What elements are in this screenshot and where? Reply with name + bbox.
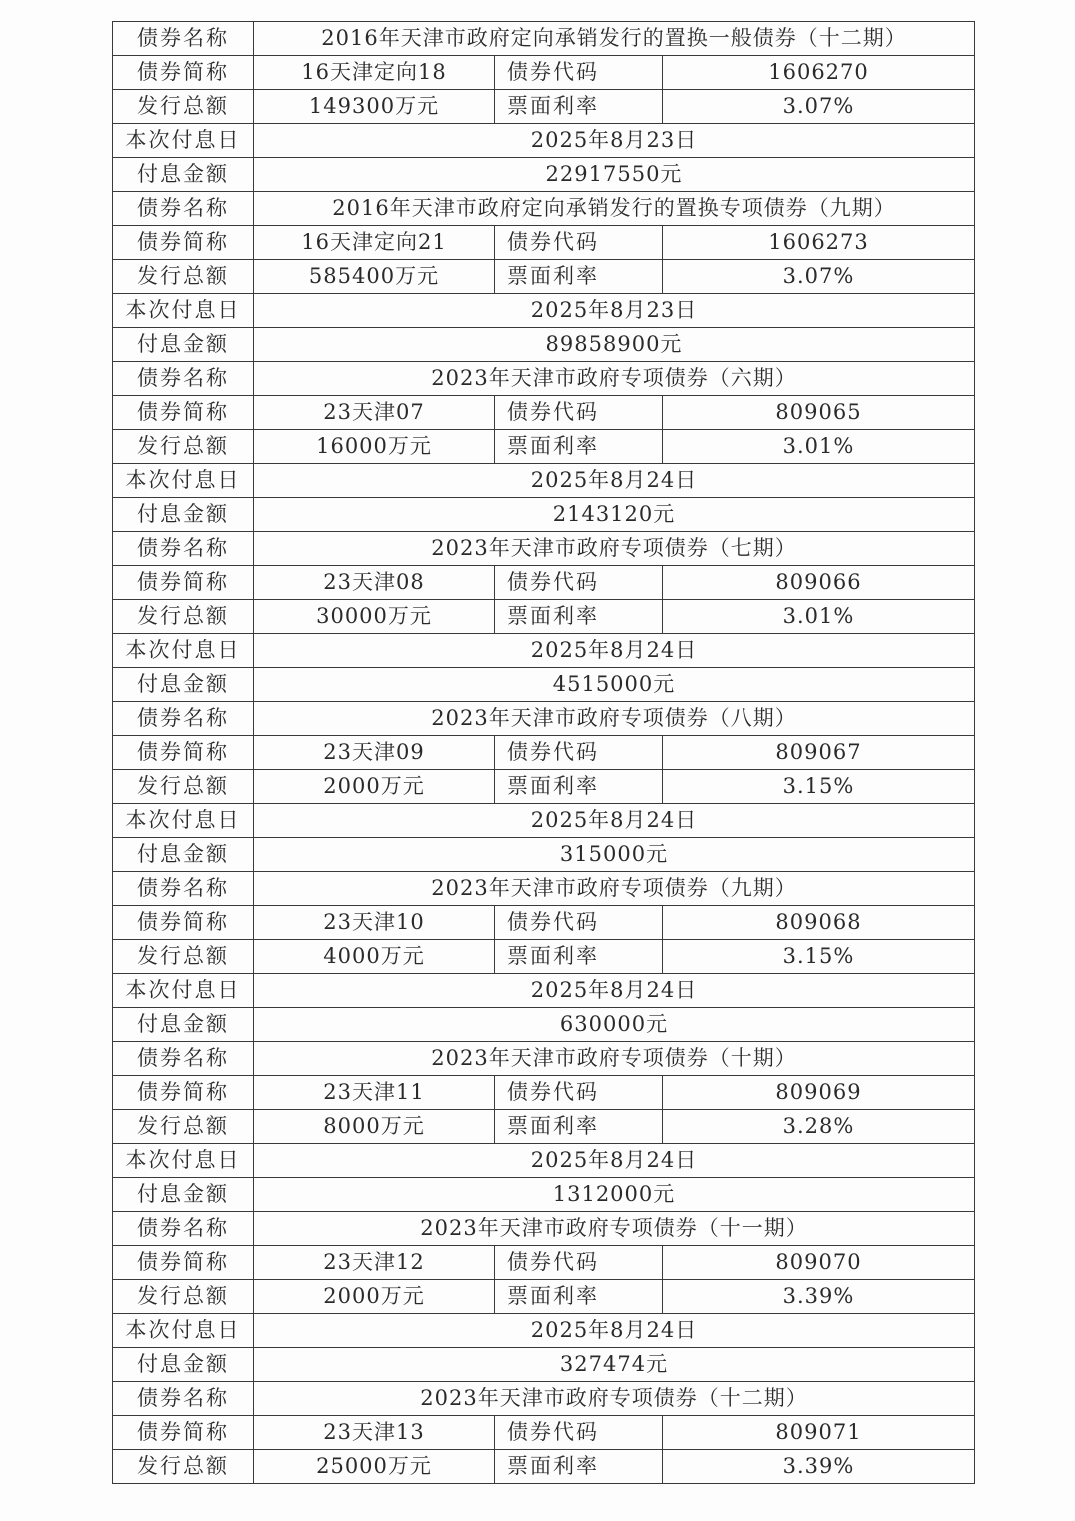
bond-short-row (113, 736, 975, 770)
bond-total-row (113, 90, 975, 124)
bond-name-row (113, 532, 975, 566)
label-bond-code: 债券代码 (495, 226, 663, 260)
bond-amount-row (113, 1348, 975, 1382)
bond-code-value: 809067 (663, 736, 975, 770)
coupon-rate-value: 3.15% (663, 940, 975, 974)
bond-short-row (113, 396, 975, 430)
pay-amount-value: 2143120元 (254, 498, 975, 532)
pay-date-value: 2025年8月23日 (254, 124, 975, 158)
coupon-rate-value: 3.07% (663, 90, 975, 124)
bond-short-value: 23天津08 (254, 566, 495, 600)
bond-name-value: 2016年天津市政府定向承销发行的置换一般债券（十二期） (254, 22, 975, 56)
label-coupon-rate: 票面利率 (495, 770, 663, 804)
pay-amount-value: 22917550元 (254, 158, 975, 192)
label-bond-short: 债券简称 (113, 736, 254, 770)
coupon-rate-value: 3.07% (663, 260, 975, 294)
bond-amount-row (113, 1008, 975, 1042)
label-bond-name: 债券名称 (113, 1212, 254, 1246)
issue-total-value: 585400万元 (254, 260, 495, 294)
pay-amount-value: 4515000元 (254, 668, 975, 702)
label-coupon-rate: 票面利率 (495, 1280, 663, 1314)
label-issue-total: 发行总额 (113, 1450, 254, 1484)
label-coupon-rate: 票面利率 (495, 430, 663, 464)
bond-amount-row (113, 838, 975, 872)
bond-total-row (113, 1280, 975, 1314)
label-bond-short: 债券简称 (113, 1416, 254, 1450)
bond-total-row (113, 430, 975, 464)
bond-name-value: 2023年天津市政府专项债券（十二期） (254, 1382, 975, 1416)
label-bond-name: 债券名称 (113, 362, 254, 396)
bond-code-value: 809065 (663, 396, 975, 430)
bond-short-value: 23天津07 (254, 396, 495, 430)
label-bond-code: 债券代码 (495, 736, 663, 770)
bond-short-value: 16天津定向21 (254, 226, 495, 260)
pay-date-value: 2025年8月24日 (254, 804, 975, 838)
label-bond-code: 债券代码 (495, 906, 663, 940)
label-pay-amount: 付息金额 (113, 158, 254, 192)
pay-date-value: 2025年8月24日 (254, 1144, 975, 1178)
label-bond-code: 债券代码 (495, 1246, 663, 1280)
bond-paydate-row (113, 1144, 975, 1178)
bond-total-row (113, 260, 975, 294)
pay-date-value: 2025年8月24日 (254, 634, 975, 668)
bond-amount-row (113, 498, 975, 532)
issue-total-value: 4000万元 (254, 940, 495, 974)
bond-paydate-row (113, 804, 975, 838)
label-bond-short: 债券简称 (113, 1246, 254, 1280)
label-issue-total: 发行总额 (113, 90, 254, 124)
label-bond-short: 债券简称 (113, 906, 254, 940)
bond-total-row (113, 1450, 975, 1484)
bond-short-value: 16天津定向18 (254, 56, 495, 90)
label-pay-date: 本次付息日 (113, 804, 254, 838)
label-coupon-rate: 票面利率 (495, 940, 663, 974)
label-bond-code: 债券代码 (495, 1416, 663, 1450)
bond-short-row (113, 1076, 975, 1110)
label-bond-short: 债券简称 (113, 56, 254, 90)
issue-total-value: 149300万元 (254, 90, 495, 124)
coupon-rate-value: 3.39% (663, 1280, 975, 1314)
issue-total-value: 30000万元 (254, 600, 495, 634)
bond-name-row (113, 702, 975, 736)
label-pay-amount: 付息金额 (113, 498, 254, 532)
bond-paydate-row (113, 294, 975, 328)
label-bond-name: 债券名称 (113, 192, 254, 226)
label-coupon-rate: 票面利率 (495, 600, 663, 634)
bond-code-value: 1606270 (663, 56, 975, 90)
label-bond-code: 债券代码 (495, 396, 663, 430)
bond-amount-row (113, 668, 975, 702)
bond-paydate-row (113, 464, 975, 498)
bond-short-row (113, 226, 975, 260)
label-issue-total: 发行总额 (113, 940, 254, 974)
bond-name-row (113, 872, 975, 906)
label-issue-total: 发行总额 (113, 600, 254, 634)
label-issue-total: 发行总额 (113, 1280, 254, 1314)
bond-paydate-row (113, 124, 975, 158)
bond-name-value: 2016年天津市政府定向承销发行的置换专项债券（九期） (254, 192, 975, 226)
pay-date-value: 2025年8月24日 (254, 1314, 975, 1348)
coupon-rate-value: 3.15% (663, 770, 975, 804)
label-issue-total: 发行总额 (113, 430, 254, 464)
issue-total-value: 8000万元 (254, 1110, 495, 1144)
label-issue-total: 发行总额 (113, 770, 254, 804)
label-coupon-rate: 票面利率 (495, 1110, 663, 1144)
bond-name-row (113, 22, 975, 56)
pay-amount-value: 315000元 (254, 838, 975, 872)
label-issue-total: 发行总额 (113, 1110, 254, 1144)
pay-date-value: 2025年8月24日 (254, 974, 975, 1008)
label-pay-date: 本次付息日 (113, 294, 254, 328)
label-coupon-rate: 票面利率 (495, 1450, 663, 1484)
bond-short-value: 23天津12 (254, 1246, 495, 1280)
label-bond-code: 债券代码 (495, 56, 663, 90)
bond-code-value: 809070 (663, 1246, 975, 1280)
label-bond-code: 债券代码 (495, 1076, 663, 1110)
bond-code-value: 809068 (663, 906, 975, 940)
bond-code-value: 809069 (663, 1076, 975, 1110)
bond-short-row (113, 566, 975, 600)
pay-date-value: 2025年8月23日 (254, 294, 975, 328)
label-bond-name: 债券名称 (113, 1042, 254, 1076)
label-pay-amount: 付息金额 (113, 328, 254, 362)
label-pay-amount: 付息金额 (113, 668, 254, 702)
bond-total-row (113, 940, 975, 974)
label-bond-name: 债券名称 (113, 702, 254, 736)
bond-short-value: 23天津09 (254, 736, 495, 770)
label-bond-short: 债券简称 (113, 566, 254, 600)
bond-name-value: 2023年天津市政府专项债券（七期） (254, 532, 975, 566)
label-pay-date: 本次付息日 (113, 974, 254, 1008)
bond-name-value: 2023年天津市政府专项债券（十期） (254, 1042, 975, 1076)
pay-amount-value: 89858900元 (254, 328, 975, 362)
issue-total-value: 16000万元 (254, 430, 495, 464)
label-bond-short: 债券简称 (113, 396, 254, 430)
bond-name-value: 2023年天津市政府专项债券（九期） (254, 872, 975, 906)
bond-total-row (113, 1110, 975, 1144)
bond-short-row (113, 906, 975, 940)
label-pay-date: 本次付息日 (113, 1144, 254, 1178)
bond-amount-row (113, 158, 975, 192)
bond-interest-table (112, 21, 975, 1484)
bond-short-value: 23天津11 (254, 1076, 495, 1110)
label-bond-name: 债券名称 (113, 1382, 254, 1416)
bond-name-value: 2023年天津市政府专项债券（十一期） (254, 1212, 975, 1246)
pay-amount-value: 630000元 (254, 1008, 975, 1042)
bond-name-row (113, 362, 975, 396)
bond-short-row (113, 1416, 975, 1450)
label-coupon-rate: 票面利率 (495, 90, 663, 124)
coupon-rate-value: 3.01% (663, 430, 975, 464)
bond-name-row (113, 192, 975, 226)
bond-total-row (113, 600, 975, 634)
bond-code-value: 1606273 (663, 226, 975, 260)
pay-date-value: 2025年8月24日 (254, 464, 975, 498)
label-pay-amount: 付息金额 (113, 1008, 254, 1042)
label-pay-amount: 付息金额 (113, 838, 254, 872)
bond-short-value: 23天津10 (254, 906, 495, 940)
bond-name-value: 2023年天津市政府专项债券（六期） (254, 362, 975, 396)
label-pay-amount: 付息金额 (113, 1348, 254, 1382)
label-pay-date: 本次付息日 (113, 634, 254, 668)
bond-total-row (113, 770, 975, 804)
issue-total-value: 2000万元 (254, 770, 495, 804)
coupon-rate-value: 3.01% (663, 600, 975, 634)
bond-paydate-row (113, 974, 975, 1008)
label-bond-name: 债券名称 (113, 22, 254, 56)
bond-short-value: 23天津13 (254, 1416, 495, 1450)
label-pay-amount: 付息金额 (113, 1178, 254, 1212)
coupon-rate-value: 3.28% (663, 1110, 975, 1144)
label-pay-date: 本次付息日 (113, 1314, 254, 1348)
bond-name-row (113, 1382, 975, 1416)
bond-short-row (113, 1246, 975, 1280)
bond-code-value: 809071 (663, 1416, 975, 1450)
label-bond-name: 债券名称 (113, 532, 254, 566)
bond-paydate-row (113, 634, 975, 668)
label-pay-date: 本次付息日 (113, 124, 254, 158)
pay-amount-value: 1312000元 (254, 1178, 975, 1212)
bond-amount-row (113, 1178, 975, 1212)
issue-total-value: 2000万元 (254, 1280, 495, 1314)
label-bond-short: 债券简称 (113, 226, 254, 260)
label-issue-total: 发行总额 (113, 260, 254, 294)
bond-name-row (113, 1212, 975, 1246)
coupon-rate-value: 3.39% (663, 1450, 975, 1484)
bond-name-value: 2023年天津市政府专项债券（八期） (254, 702, 975, 736)
bond-paydate-row (113, 1314, 975, 1348)
label-bond-short: 债券简称 (113, 1076, 254, 1110)
bond-name-row (113, 1042, 975, 1076)
label-pay-date: 本次付息日 (113, 464, 254, 498)
label-bond-name: 债券名称 (113, 872, 254, 906)
bond-amount-row (113, 328, 975, 362)
issue-total-value: 25000万元 (254, 1450, 495, 1484)
bond-short-row (113, 56, 975, 90)
label-bond-code: 债券代码 (495, 566, 663, 600)
bond-code-value: 809066 (663, 566, 975, 600)
pay-amount-value: 327474元 (254, 1348, 975, 1382)
label-coupon-rate: 票面利率 (495, 260, 663, 294)
